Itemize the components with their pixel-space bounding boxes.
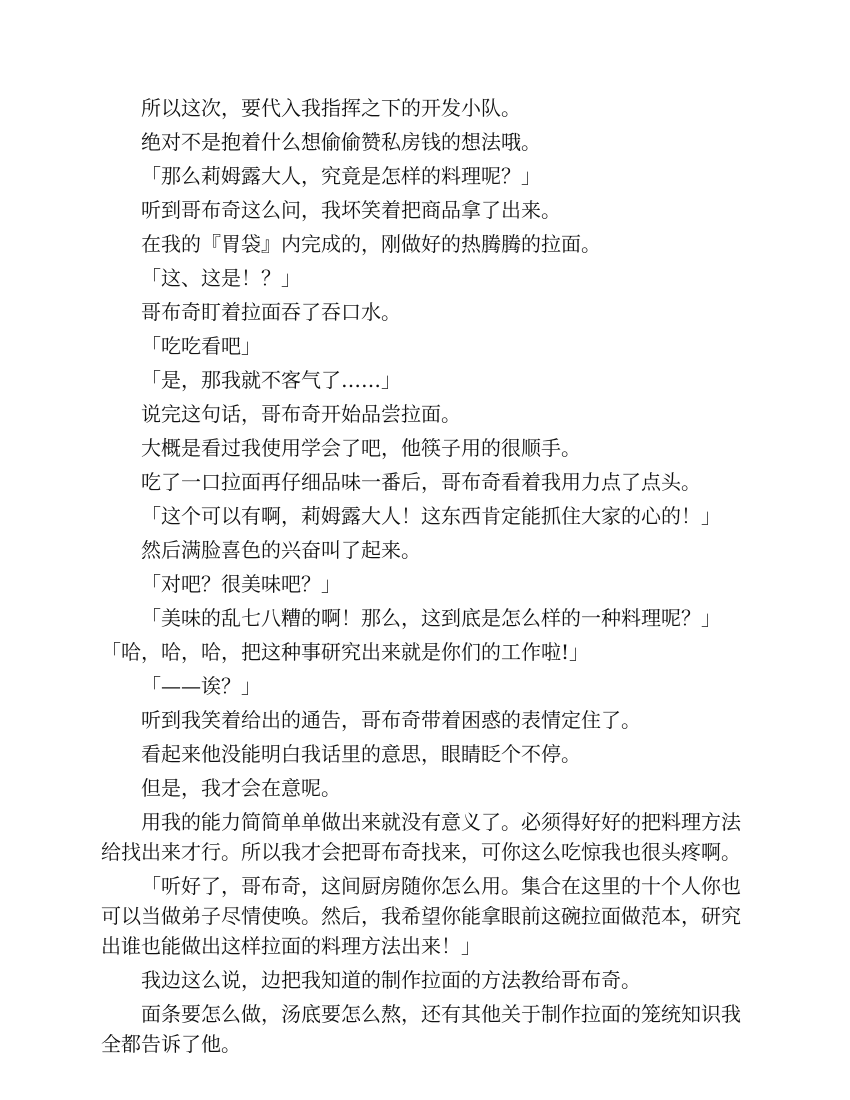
paragraph: 「听好了，哥布奇，这间厨房随你怎么用。集合在这里的十个人你也可以当做弟子尽情使唤。然后，我希望你能拿眼前这碗拉面做范本，研究出谁也能做出这样拉面的料理方法出来！」 (101, 874, 741, 958)
paragraph: 我边这么说，边把我知道的制作拉面的方法教给哥布奇。 (141, 968, 641, 992)
paragraph: 吃了一口拉面再仔细品味一番后，哥布奇看着我用力点了点头。 (141, 470, 701, 494)
paragraph: 「这、这是！？」 (141, 266, 301, 290)
paragraph: 在我的『胃袋』内完成的，刚做好的热腾腾的拉面。 (141, 232, 601, 256)
paragraph: 绝对不是抱着什么想偷偷赞私房钱的想法哦。 (141, 130, 541, 154)
paragraph: 「这个可以有啊，莉姆露大人！这东西肯定能抓住大家的心的！」 (141, 504, 721, 528)
paragraph: 用我的能力简简单单做出来就没有意义了。必须得好好的把料理方法给找出来才行。所以我才会把哥布奇找来，可你这么吃惊我也很头疼啊。 (101, 810, 741, 864)
paragraph: 「——诶？」 (141, 674, 261, 698)
paragraph: 听到我笑着给出的通告，哥布奇带着困惑的表情定住了。 (141, 708, 641, 732)
paragraph: 然后满脸喜色的兴奋叫了起来。 (141, 538, 421, 562)
paragraph: 看起来他没能明白我话里的意思，眼睛眨个不停。 (141, 742, 581, 766)
paragraph: 「对吧？很美味吧？」 (141, 572, 341, 596)
paragraph: 「美味的乱七八糟的啊！那么，这到底是怎么样的一种料理呢？」 (141, 606, 721, 630)
paragraph: 面条要怎么做，汤底要怎么熬，还有其他关于制作拉面的笼统知识我全都告诉了他。 (101, 1002, 741, 1056)
paragraph: 所以这次，要代入我指挥之下的开发小队。 (141, 96, 521, 120)
paragraph: 「是，那我就不客气了……」 (141, 368, 401, 392)
paragraph: 但是，我才会在意呢。 (141, 776, 341, 800)
paragraph: 「吃吃看吧」 (141, 334, 261, 358)
paragraph: 哥布奇盯着拉面吞了吞口水。 (141, 300, 401, 324)
paragraph: 「哈，哈，哈，把这种事研究出来就是你们的工作啦!」 (101, 640, 590, 664)
document-page (101, 93, 751, 1063)
paragraph: 大概是看过我使用学会了吧，他筷子用的很顺手。 (141, 436, 581, 460)
paragraph: 「那么莉姆露大人，究竟是怎样的料理呢？」 (141, 164, 541, 188)
paragraph: 说完这句话，哥布奇开始品尝拉面。 (141, 402, 461, 426)
paragraph: 听到哥布奇这么问，我坏笑着把商品拿了出来。 (141, 198, 561, 222)
